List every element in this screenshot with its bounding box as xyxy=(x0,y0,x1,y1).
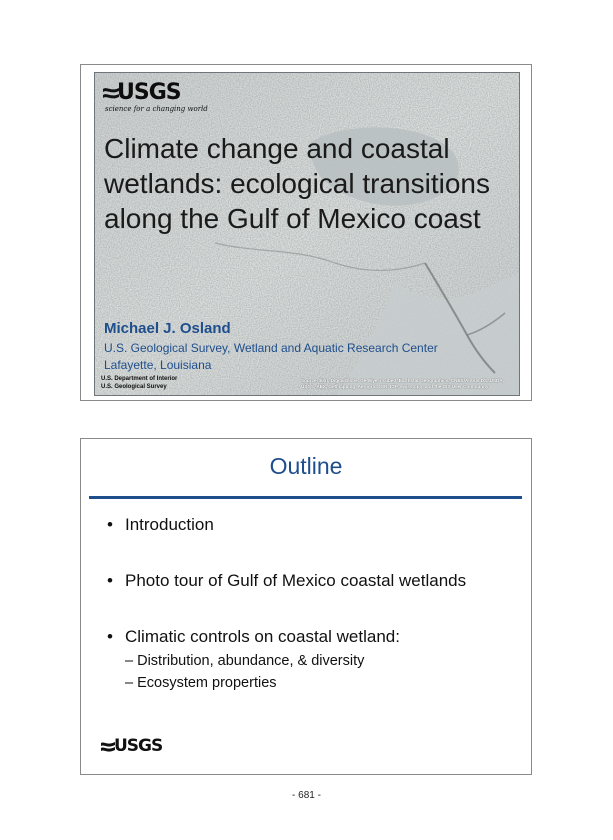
sub-bullet-item: – Distribution, abundance, & diversity xyxy=(125,653,365,669)
bullet-item xyxy=(105,515,466,535)
usgs-logo-small xyxy=(101,736,171,759)
usgs-logo-text: USGS xyxy=(114,736,163,756)
affiliation-line-2: Lafayette, Louisiana xyxy=(104,358,212,372)
slide-outline xyxy=(80,438,532,775)
department-line-2: U.S. Geological Survey xyxy=(101,384,167,390)
author-affiliation xyxy=(104,340,438,374)
satellite-map-background xyxy=(94,72,520,396)
bullet-item xyxy=(105,627,466,691)
author-name: Michael J. Osland xyxy=(104,320,231,337)
title-divider xyxy=(89,496,522,499)
sub-bullet-list xyxy=(125,653,466,691)
usgs-logo-tagline: science for a changing world xyxy=(105,105,208,113)
bullet-text: Photo tour of Gulf of Mexico coastal wetlands xyxy=(125,571,467,590)
bullet-item xyxy=(105,571,466,591)
outline-title: Outline xyxy=(269,453,343,479)
bullet-text: Climatic controls on coastal wetland: xyxy=(125,627,400,646)
department-line-1: U.S. Department of Interior xyxy=(101,376,178,382)
map-source-credits: Source: Esri, DigitalGlobe, GeoEye, i-cubed, Earthstar Geographics, CNES/Airbus DS, USDA, USGS, AEX, Getmapping, Aerogrid, IGN, IGP, swisstopo, and the GIS User Community xyxy=(301,378,504,389)
usgs-logo xyxy=(103,80,208,115)
slide-title xyxy=(80,64,532,401)
usgs-logo-text: USGS xyxy=(117,80,181,105)
sub-bullet-item: – Ecosystem properties xyxy=(125,675,277,691)
affiliation-line-1: U.S. Geological Survey, Wetland and Aquatic Research Center xyxy=(104,341,438,355)
page-number: - 681 - xyxy=(292,790,321,801)
bullet-text: Introduction xyxy=(125,515,214,534)
department-label xyxy=(101,375,177,391)
slide-title-text: Climate change and coastal wetlands: ecological transitions along the Gulf of Mexico coast xyxy=(104,133,490,234)
usgs-wave-icon xyxy=(101,740,115,754)
outline-bullet-list xyxy=(105,515,466,697)
